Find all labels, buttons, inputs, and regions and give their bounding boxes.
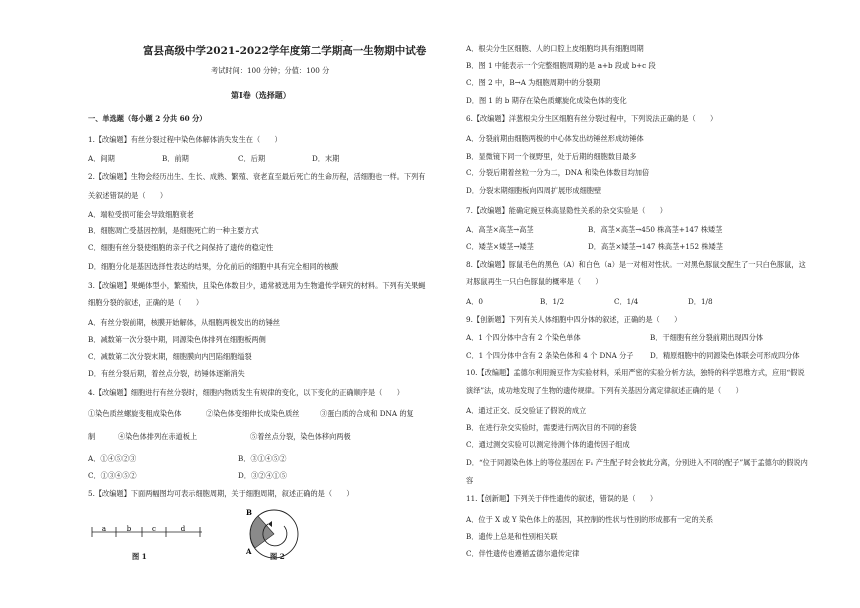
question-7: 7.【改编题】能确定豌豆株高显隐性关系的杂交实验是（ ） [466,206,667,215]
mark-dot: · [341,38,343,45]
q2-option-b: B．细胞凋亡受基因控制，是细胞死亡的一种主要方式 [88,226,259,235]
q5-option-a: A．根尖分生区细胞、人的口腔上皮细胞均具有细胞周期 [466,44,644,53]
q1-option-c: C．后期 [238,154,266,163]
q3-option-c: C．减数第二次分裂末期，细胞膜向内凹陷细胞缢裂 [88,352,252,361]
q3-option-a: A．有丝分裂前期，核膜开始解体，从细胞两极发出的纺锤丝 [88,318,281,327]
question-3: 3.【改编题】果蝇体型小，繁殖快，且染色体数目少，通常被选用为生物遗传学研究的材料。下列有关果蝇 [88,281,426,290]
question-5: 5.【改编题】下面两幅图均可表示细胞周期，关于细胞周期，叙述正确的是（ ） [88,489,354,498]
q2-option-c: C．细胞有丝分裂使细胞的亲子代之间保持了遗传的稳定性 [88,243,274,252]
q8-option-a: A．0 [466,297,483,306]
q8-option-b: B．1/2 [540,297,565,306]
question-9: 9.【创新题】下列有关人体细胞中四分体的叙述，正确的是（ ） [466,315,682,324]
figure-1-caption: 图 1 [132,552,147,561]
q6-option-c: C．分裂后期着丝粒一分为二，DNA 和染色体数目均加倍 [466,168,650,177]
question-10-cont: 演绎”法，成功地发现了生物的遗传规律。下列有关基因分离定律叙述正确的是（ ） [466,386,743,395]
question-11: 11.【创新题】下列关于伴性遗传的叙述，错误的是（ ） [466,494,658,503]
q10-option-d: D．“位于同源染色体上的等位基因在 F₁ 产生配子时会彼此分离，分别进入不同的配子”属于孟德尔的假说内 [466,458,808,467]
q4-option-d: D．③②④①⑤ [238,471,287,480]
fig1-label-d: d [180,525,186,533]
figure-2-caption: 图 2 [270,552,285,561]
question-10: 10.【改编题】孟德尔利用豌豆作为实验材料，采用严密的实验分析方法，独特的科学思维方式，应用“假说 [466,368,805,377]
q3-option-d: D．有丝分裂后期，着丝点分裂，纺锤体逐渐消失 [88,369,245,378]
q6-option-a: A．分裂前期由细胞两极的中心体发出纺锤丝形成纺锤体 [466,134,644,143]
q7-option-a: A．高茎×高茎→高茎 [466,225,534,234]
q8-option-c: C．1/4 [614,297,639,306]
part-heading: 第Ⅰ卷（选择题） [231,90,291,100]
q10-option-a: A．通过正交、反交验证了假说的成立 [466,406,587,415]
exam-info: 考试时间：100 分钟；分值：100 分 [211,66,330,75]
q6-option-d: D．分裂末期细胞板向四周扩展形成细胞壁 [466,186,602,195]
q5-option-b: B．图 1 中能表示一个完整细胞周期的是 a+b 段或 b+c 段 [466,61,656,70]
question-1: 1.【改编题】有丝分裂过程中染色体解体消失发生在（ ） [88,135,282,144]
q3-option-b: B．减数第一次分裂中期，同源染色体排列在细胞板两侧 [88,335,266,344]
fig2-label-b: B [246,508,252,517]
q9-option-c: C．1 个四分体中含有 2 条染色体和 4 个 DNA 分子 [466,351,634,360]
q11-option-b: B．遗传上总是和性别相关联 [466,532,558,541]
q4-item-5: ⑤着丝点分裂，染色体移向两极 [250,432,351,441]
q10-option-d-cont: 容 [466,476,474,485]
q10-option-b: B．在进行杂交实验时，需要进行两次目的不同的套袋 [466,423,637,432]
fig1-label-c: c [152,525,156,533]
q9-option-a: A．1 个四分体中含有 2 个染色单体 [466,333,581,342]
section-heading: 一、单选题（每小题 2 分共 60 分） [88,114,207,123]
question-4: 4.【改编题】细胞进行有丝分裂时，细胞内物质发生有规律的变化，以下变化的正确顺序是（ ） [88,388,404,397]
q4-item-4: ④染色体排列在赤道板上 [118,432,198,441]
q2-option-d: D．细胞分化是基因选择性表达的结果，分化前后的细胞中具有完全相同的核酸 [88,262,339,271]
fig2-label-a: A [246,547,252,556]
fig1-label-a: a [101,525,107,533]
q5-option-d: D．图 1 的 b 期存在染色质螺旋化成染色体的变化 [466,96,627,105]
question-2: 2.【改编题】生物会经历出生、生长、成熟、繁殖、衰老直至最后死亡的生命历程，活细胞也一样。下列有 [88,172,426,181]
q4-item-3: ③蛋白质的合成和 DNA 的复 [320,409,414,418]
q4-option-c: C．①③④⑤② [88,471,137,480]
q10-option-c: C．通过测交实验可以测定待测个体的遗传因子组成 [466,440,630,449]
q4-option-b: B．③①④⑤② [238,454,287,463]
q7-option-b: B．高茎×高茎→450 株高茎+147 株矮茎 [588,225,723,234]
q11-option-c: C．伴性遗传也遵循孟德尔遗传定律 [466,549,580,558]
q4-item-3-cont: 制 [88,432,96,441]
q8-option-d: D．1/8 [688,297,713,306]
q4-option-a: A．①④⑤②③ [88,454,137,463]
q9-option-b: B．干细胞有丝分裂前期出现四分体 [650,333,764,342]
question-8-cont: 对豚鼠再生一只白色豚鼠的概率是（ ） [466,277,603,286]
q9-option-d: D．精原细胞中的同源染色体联会可形成四分体 [650,351,800,360]
q4-item-1: ①染色质丝螺旋变粗成染色体 [88,409,182,418]
q4-item-2: ②染色体变细伸长成染色质丝 [206,409,300,418]
question-3-cont: 细胞分裂的叙述，正确的是（ ） [88,298,204,307]
q7-option-c: C．矮茎×矮茎→矮茎 [466,242,534,251]
q6-option-b: B．显微镜下同一个视野里，处于后期的细胞数目最多 [466,152,637,161]
figure-1-diagram [90,522,210,562]
question-6: 6.【改编题】洋葱根尖分生区细胞有丝分裂过程中，下列说法正确的是（ ） [466,114,718,123]
question-2-cont: 关叙述错误的是（ ） [88,191,168,200]
fig1-label-b: b [126,525,132,533]
question-8: 8.【改编题】豚鼠毛色的黑色（A）和白色（a）是一对相对性状。一对黑色豚鼠交配生了一只白色豚鼠，这 [466,260,806,269]
exam-title: 富县高级中学2021-2022学年度第二学期高一生物期中试卷 [143,45,427,57]
q1-option-a: A．间期 [88,154,115,163]
q1-option-b: B．前期 [162,154,189,163]
q11-option-a: A．位于 X 或 Y 染色体上的基因，其控制的性状与性别的形成都有一定的关系 [466,515,714,524]
q2-option-a: A．端粒受损可能会导致细胞衰老 [88,210,194,219]
q5-option-c: C．图 2 中，B→A 为细胞周期中的分裂期 [466,78,601,87]
q1-option-d: D．末期 [312,154,340,163]
q7-option-d: D．高茎×矮茎→147 株高茎+152 株矮茎 [588,242,723,251]
